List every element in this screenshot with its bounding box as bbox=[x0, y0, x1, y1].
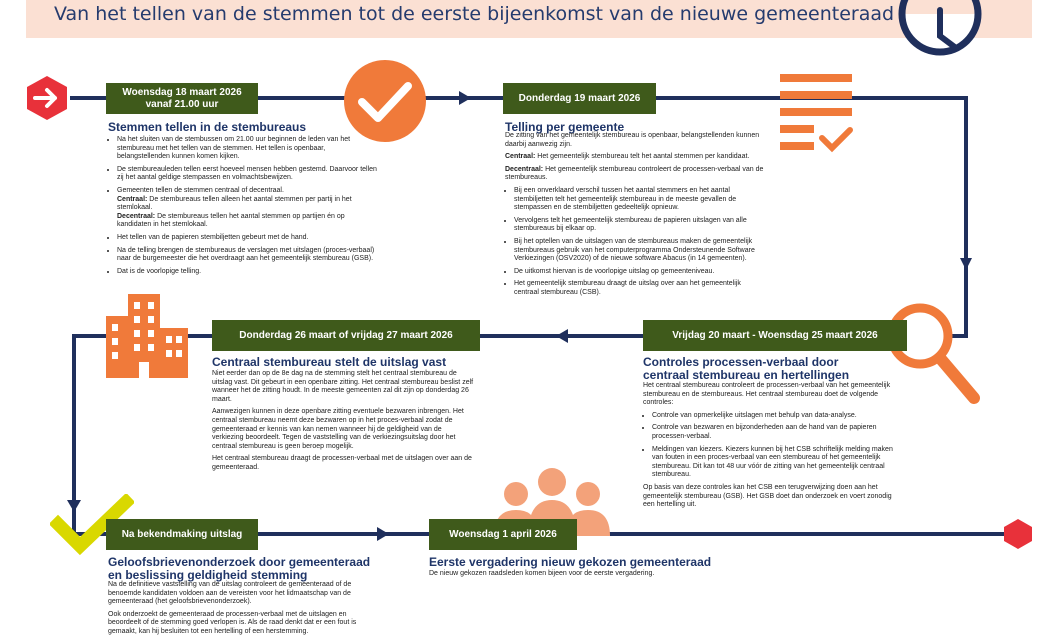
list-item: • Bij het optellen van de uitslagen van de stembureaus maken de gemeentelijk stembureaus gebruik van het computerprogramma Ondersteunende Software Verkiezingen (OSV2020) of de nieuwe software Abacus (in 14 gemeenten). bbox=[514, 238, 767, 264]
checklist-icon bbox=[780, 74, 858, 158]
list-item: • Bij een onverklaard verschil tussen het aantal stemmers en het aantal stembiljetten telt het gemeentelijk stembureau in de meeste gevallen de stempassen en de stembiljetten gedeeltelijk opnieuw. bbox=[514, 187, 767, 213]
list-item: • Na de telling brengen de stembureaus de verslagen met uitslagen (proces-verbaal) naar de burgemeester die het overdraagt aan het gemeentelijk stembureau (GSB). bbox=[117, 247, 378, 264]
page-title: Van het tellen van de stemmen tot de eerste bijeenkomst van de nieuwe gemeenteraad bbox=[54, 3, 895, 25]
date-tag-s3: Vrijdag 20 maart - Woensdag 25 maart 2026 bbox=[643, 320, 907, 351]
section-body-s1 bbox=[108, 136, 378, 280]
date-tag-s5: Na bekendmaking uitslag bbox=[106, 519, 258, 550]
list-item: • De uitkomst hiervan is de voorlopige uitslag op gemeenteniveau. bbox=[514, 268, 767, 277]
list-item: • Na het sluiten van de stembussen om 21.00 uur beginnen de leden van het stembureau met het tellen van de stemmen. Het tellen is openbaar, belangstellenden kunnen komen kijken. bbox=[117, 136, 378, 162]
date-tag-s1: Woensdag 18 maart 2026 vanaf 21.00 uur bbox=[106, 83, 258, 114]
clock-icon bbox=[898, 0, 982, 76]
list-item: • Het tellen van de papieren stembiljetten gebeurt met de hand. bbox=[117, 234, 378, 243]
date-tag-s4: Donderdag 26 maart of vrijdag 27 maart 2026 bbox=[212, 320, 480, 351]
arrow-right-stop-icon bbox=[24, 75, 70, 121]
section-title-s4: Centraal stembureau stelt de uitslag vast bbox=[212, 355, 447, 369]
section-title-s2: Telling per gemeente bbox=[505, 120, 625, 134]
section-title-s6: Eerste vergadering nieuw gekozen gemeenteraad bbox=[429, 555, 712, 569]
list-item: • Het gemeentelijk stembureau draagt de uitslag over aan het gemeentelijk centraal stembureau (CSB). bbox=[514, 280, 767, 297]
list-item: • Controle van bezwaren en bijzonderheden aan de hand van de papieren processen-verbaal. bbox=[652, 424, 905, 441]
section-body-s6: De nieuw gekozen raadsleden komen bijeen voor de eerste vergadering. bbox=[429, 570, 655, 577]
section-body-s5: Na de definitieve vaststelling van de uitslag controleert de gemeenteraad of de benoemde kandidaten voldoen aan de vereisten voor het lidmaatschap van de gemeenteraad (het geloofsbrievenonderzoek). Ook onderzoekt de gemeenteraad de processen-verbaal met de uitslagen en beoordeelt of de stemming goed verlopen is. Als de raad denkt dat er een fout is gemaakt, kan hij besluiten tot een hertelling of een herstemming. bbox=[108, 581, 357, 635]
section-title-s1: Stemmen tellen in de stembureaus bbox=[108, 120, 307, 134]
section-body-s3: Het centraal stembureau controleert de processen-verbaal van het gemeentelijk stembureau en de stembureaus. Het centraal stembureau doet de volgende controles: • Controle van opmerkelijke uitslagen met behulp van data-analyse. • Controle van bezwaren en bijzonderheden aan de hand van de papieren processen-verbaal. • Meldingen van kiezers. Kiezers kunnen bij het CSB schriftelijk melding maken van fouten in een proces-verbaal van een stembureau of het gemeentelijk stembureau. Dit kan tot 48 uur vóór de zitting van het gemeentelijk centraal stembureau. Op basis van deze controles kan het CSB een terugverwijzing doen aan het gemeentelijk stembureau (GSB). Het GSB doet dan onderzoek en voert zonodig een hertelling uit. bbox=[643, 382, 905, 514]
list-item: • De stembureauleden tellen eerst hoeveel mensen hebben gestemd. Daarvoor tellen zij het aantal geldige stempassen en volmachtsbewijzen. bbox=[117, 166, 378, 183]
list-item: • Controle van opmerkelijke uitslagen met behulp van data-analyse. bbox=[652, 412, 905, 421]
building-icon bbox=[106, 294, 188, 378]
section-body-s2: De zitting van het gemeentelijk stembureau is openbaar, belangstellenden kunnen daarbij aanwezig zijn. Centraal: Het gemeentelijk stembureau telt het aantal stemmen per kandidaat. Decentraal: Het gemeentelijk stembureau controleert de processen-verbaal van de stembureaus. • Bij een onverklaard verschil tussen het aantal stemmers en het aantal stembiljetten telt het gemeentelijk stembureau in de meeste gevallen de stempassen en de stembiljetten gedeeltelijk opnieuw. • Vervolgens telt het gemeentelijk stembureau de papieren uitslagen van alle stembureaus bij elkaar op. • Bij het optellen van de uitslagen van de stembureaus maken de gemeentelijk stembureaus gebruik van het computerprogramma Ondersteunende Software Verkiezingen (OSV2020) of de nieuwe software Abacus (in 14 gemeenten). • De uitkomst hiervan is de voorlopige uitslag op gemeenteniveau. • Het gemeentelijk stembureau draagt de uitslag over aan het gemeentelijk centraal stembureau (CSB). bbox=[505, 132, 767, 302]
arrow-icon bbox=[556, 329, 568, 343]
date-tag-s6: Woensdag 1 april 2026 bbox=[429, 519, 577, 550]
date-tag-s2: Donderdag 19 maart 2026 bbox=[503, 83, 656, 114]
list-item: • Meldingen van kiezers. Kiezers kunnen bij het CSB schriftelijk melding maken van fouten in een proces-verbaal van een stembureau of het gemeentelijk stembureau. Dit kan tot 48 uur vóór de zitting van het gemeentelijk centraal stembureau. bbox=[652, 446, 905, 480]
list-item: • Gemeenten tellen de stemmen centraal of decentraal. Centraal: De stembureaus tellen alleen het aantal stemmen per partij in het stemlokaal. Decentraal: De stembureaus tellen het aantal stemmen op partijen én op kandidaten in het stemlokaal. bbox=[117, 187, 378, 230]
section-title-s3: Controles processen-verbaal door centraal stembureau en hertellingen bbox=[643, 355, 850, 382]
list-item: • Dat is de voorlopige telling. bbox=[117, 268, 378, 277]
arrow-icon bbox=[459, 91, 471, 105]
arrow-icon bbox=[377, 527, 389, 541]
section-title-s5: Geloofsbrievenonderzoek door gemeenteraad en beslissing geldigheid stemming bbox=[108, 555, 371, 582]
list-item: • Vervolgens telt het gemeentelijk stembureau de papieren uitslagen van alle stembureaus bij elkaar op. bbox=[514, 217, 767, 234]
arrow-icon bbox=[960, 258, 972, 270]
stop-hexagon-icon bbox=[1003, 518, 1033, 550]
section-body-s4: Niet eerder dan op de 8e dag na de stemming stelt het centraal stembureau de uitslag vast. Dit gebeurt in een openbare zitting. Het centraal stembureau beslist zelf wanneer het de zitting houdt. In de meeste gemeenten zal dit zijn op donderdag 26 maart. Aanwezigen kunnen in deze openbare zitting eventuele bezwaren inbrengen. Het centraal stembureau neemt deze bezwaren op in het proces-verbaal zodat de gemeenteraad er kennis van kan nemen wanneer hij de geldigheid van de verkiezing beoordeelt. Tegen de vaststelling van de verkiezingsuitslag door het centraal stembureau is geen beroep mogelijk. Het centraal stembureau draagt de processen-verbaal met de uitslagen over aan de gemeenteraad. bbox=[212, 370, 474, 471]
